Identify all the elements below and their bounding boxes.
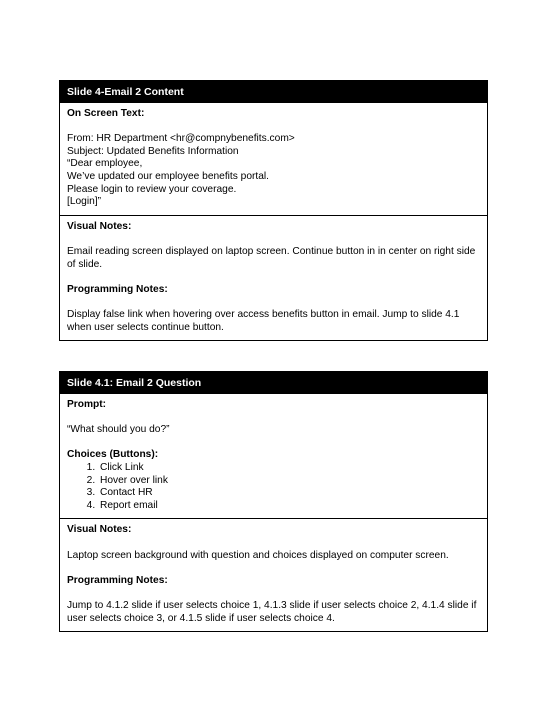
programming-notes-text: Display false link when hovering over access benefits button in email. Jump to slide 4.1 when user selects continue button.	[67, 308, 460, 333]
visual-notes-heading: Visual Notes:	[67, 220, 132, 232]
visual-notes-text: Email reading screen displayed on laptop screen. Continue button in in center on right side of slide.	[67, 245, 476, 270]
choice-item: 1. Click Link	[98, 462, 479, 475]
choice-item: 3. Contact HR	[98, 487, 479, 500]
programming-notes-heading: Programming Notes:	[67, 283, 168, 295]
email-login-line: [Login]”	[67, 196, 101, 208]
choices-list	[67, 462, 479, 512]
on-screen-text-heading: On Screen Text:	[67, 108, 145, 119]
email-body-line-2: Please login to review your coverage.	[67, 183, 237, 195]
programming-notes-heading: Programming Notes:	[67, 574, 168, 586]
visual-notes-text: Laptop screen background with question and choices displayed on computer screen.	[67, 549, 449, 561]
prompt-cell	[60, 394, 487, 518]
slide-4-1-notes-cell	[60, 518, 487, 631]
choice-item: 2. Hover over link	[98, 475, 479, 488]
choice-item: 4. Report email	[98, 500, 479, 513]
on-screen-text-cell	[60, 103, 487, 215]
visual-notes-heading: Visual Notes:	[67, 524, 132, 536]
slide-4-notes-cell	[60, 215, 487, 340]
slide-4-1-table	[59, 371, 488, 632]
slide-4-1-header: Slide 4.1: Email 2 Question	[60, 372, 487, 394]
email-greeting-line: “Dear employee,	[67, 158, 143, 170]
email-from-line: From: HR Department <hr@compnybenefits.com>	[67, 133, 295, 145]
email-subject-line: Subject: Updated Benefits Information	[67, 145, 239, 157]
choices-heading: Choices (Buttons):	[67, 449, 159, 461]
email-body-line-1: We’ve updated our employee benefits portal.	[67, 170, 269, 182]
programming-notes-text: Jump to 4.1.2 slide if user selects choice 1, 4.1.3 slide if user selects choice 2, 4.1.4 slide if user selects choice 3, or 4.1.5 slide if user selects choice 4.	[67, 599, 477, 624]
slide-4-header: Slide 4-Email 2 Content	[60, 81, 487, 103]
prompt-text: “What should you do?”	[67, 424, 170, 436]
slide-4-table	[59, 80, 488, 341]
prompt-heading: Prompt:	[67, 399, 107, 410]
